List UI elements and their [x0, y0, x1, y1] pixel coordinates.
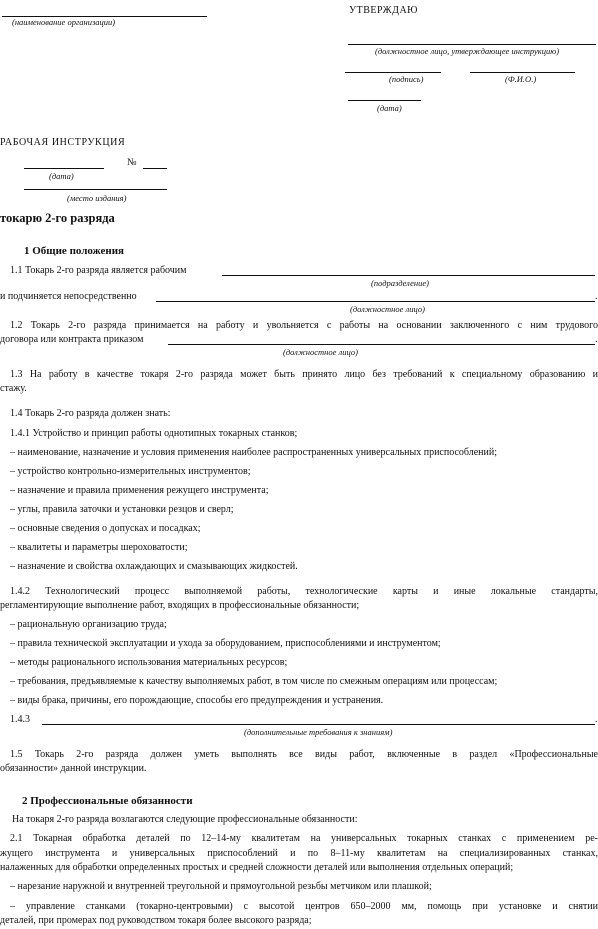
- approve-date-line[interactable]: [348, 100, 421, 101]
- p1-1-text: 1.1 Токарь 2-го разряда является рабочим: [10, 265, 187, 276]
- org-name-caption: (наименование организации): [12, 17, 116, 27]
- p1-3-line2: стажу.: [0, 383, 27, 394]
- supervisor-line[interactable]: [156, 301, 595, 302]
- approve-title: УТВЕРЖДАЮ: [349, 5, 418, 16]
- instruction-subject: токарю 2-го разряда: [0, 211, 115, 225]
- p2-1-line3: налаженных для обработки определенных простых и средней сложности деталей или выполнения отдельных операций;: [0, 862, 514, 873]
- list-item: – требования, предъявляемые к качеству выполняемых работ, в том числе по смежным операциям или процессам;: [10, 676, 498, 687]
- p1-5-line2: обязанности» данной инструкции.: [0, 763, 147, 774]
- approver-position-caption: (должностное лицо, утверждающее инструкцию): [375, 46, 560, 56]
- p1-5-line1: 1.5 Токарь 2-го разряда должен уметь выполнять все виды работ, включенные в раздел «Профессиональные: [10, 749, 598, 760]
- instruction-title: РАБОЧАЯ ИНСТРУКЦИЯ: [0, 137, 126, 148]
- p1-4-2-line1: 1.4.2 Технологический процесс выполняемой работы, технологические карты и иные локальные стандарты,: [10, 586, 598, 597]
- list-item: – методы рационального использования материальных ресурсов;: [10, 657, 288, 668]
- p1-4-3: 1.4.3: [10, 714, 30, 725]
- subdivision-caption: (подразделение): [371, 278, 429, 288]
- supervisor-caption: (должностное лицо): [350, 304, 425, 314]
- list-item: – виды брака, причины, его порождающие, способы его предупреждения и устранения.: [10, 695, 384, 706]
- p2-1-line2: жущего инструмента и универсальных приспособлений и по 8–11-му квалитетам на специализированных станках,: [0, 848, 598, 859]
- extra-knowledge-caption: (дополнительные требования к знаниям): [244, 727, 393, 737]
- dot: .: [595, 291, 598, 302]
- p1-3-line1: 1.3 На работу в качестве токаря 2-го разряда может быть принято лицо без требований к специальному образованию и: [10, 369, 598, 380]
- p1-1-subordinate: и подчиняется непосредственно: [0, 291, 137, 302]
- dot: .: [595, 334, 598, 345]
- list-item: – назначение и свойства охлаждающих и смазывающих жидкостей.: [10, 561, 298, 572]
- list-item: – углы, правила заточки и установки резцов и сверл;: [10, 504, 234, 515]
- duty-item-line2: деталей, при промерах под руководством токаря более высокого разряда;: [0, 915, 312, 926]
- place-line[interactable]: [24, 189, 167, 190]
- p1-4-2-line2: регламентирующие выполнение работ, входящих в профессиональные обязанности;: [0, 600, 360, 611]
- dot: .: [595, 714, 598, 725]
- duty-item-line1: – управление станками (токарно-центровыми) с высотой центров 650–2000 мм, помощь при установке и снятии: [10, 901, 598, 912]
- list-item: – наименование, назначение и условия применения наиболее распространенных универсальных приспособлений;: [10, 447, 498, 458]
- duty-item: – нарезание наружной и внутренней треугольной и прямоугольной резьбы метчиком или плашкой;: [10, 881, 432, 892]
- approve-date-caption: (дата): [377, 103, 402, 113]
- instruction-number-line[interactable]: [143, 168, 167, 169]
- list-item: – основные сведения о допусках и посадках;: [10, 523, 201, 534]
- order-issuer-caption: (должностное лицо): [283, 347, 358, 357]
- order-issuer-line[interactable]: [168, 344, 595, 345]
- fio-caption: (Ф.И.О.): [505, 74, 537, 84]
- place-caption: (место издания): [67, 193, 127, 203]
- p1-4-1: 1.4.1 Устройство и принцип работы однотипных токарных станков;: [10, 428, 298, 439]
- p1-2-line2: договора или контракта приказом: [0, 334, 144, 345]
- section1-heading: 1 Общие положения: [24, 245, 124, 257]
- section2-intro: На токаря 2-го разряда возлагаются следующие профессиональные обязанности:: [12, 814, 358, 825]
- p1-2-line1: 1.2 Токарь 2-го разряда принимается на работу и увольняется с работы на основании заключенного с ним трудового: [10, 320, 598, 331]
- instruction-date-caption: (дата): [49, 171, 74, 181]
- list-item: – рациональную организацию труда;: [10, 619, 167, 630]
- list-item: – квалитеты и параметры шероховатости;: [10, 542, 188, 553]
- list-item: – устройство контрольно-измерительных инструментов;: [10, 466, 251, 477]
- section2-heading: 2 Профессиональные обязанности: [22, 795, 193, 807]
- instruction-date-line[interactable]: [24, 168, 104, 169]
- extra-knowledge-line[interactable]: [42, 724, 595, 725]
- subdivision-line[interactable]: [222, 275, 595, 276]
- number-sign: №: [127, 157, 137, 168]
- list-item: – правила технической эксплуатации и ухода за оборудованием, приспособлениями и инструментом;: [10, 638, 441, 649]
- p1-4: 1.4 Токарь 2-го разряда должен знать:: [10, 408, 171, 419]
- p2-1-line1: 2.1 Токарная обработка деталей по 12–14-му квалитетам на универсальных токарных станках с применением ре-: [10, 833, 598, 844]
- signature-caption: (подпись): [389, 74, 424, 84]
- list-item: – назначение и правила применения режущего инструмента;: [10, 485, 269, 496]
